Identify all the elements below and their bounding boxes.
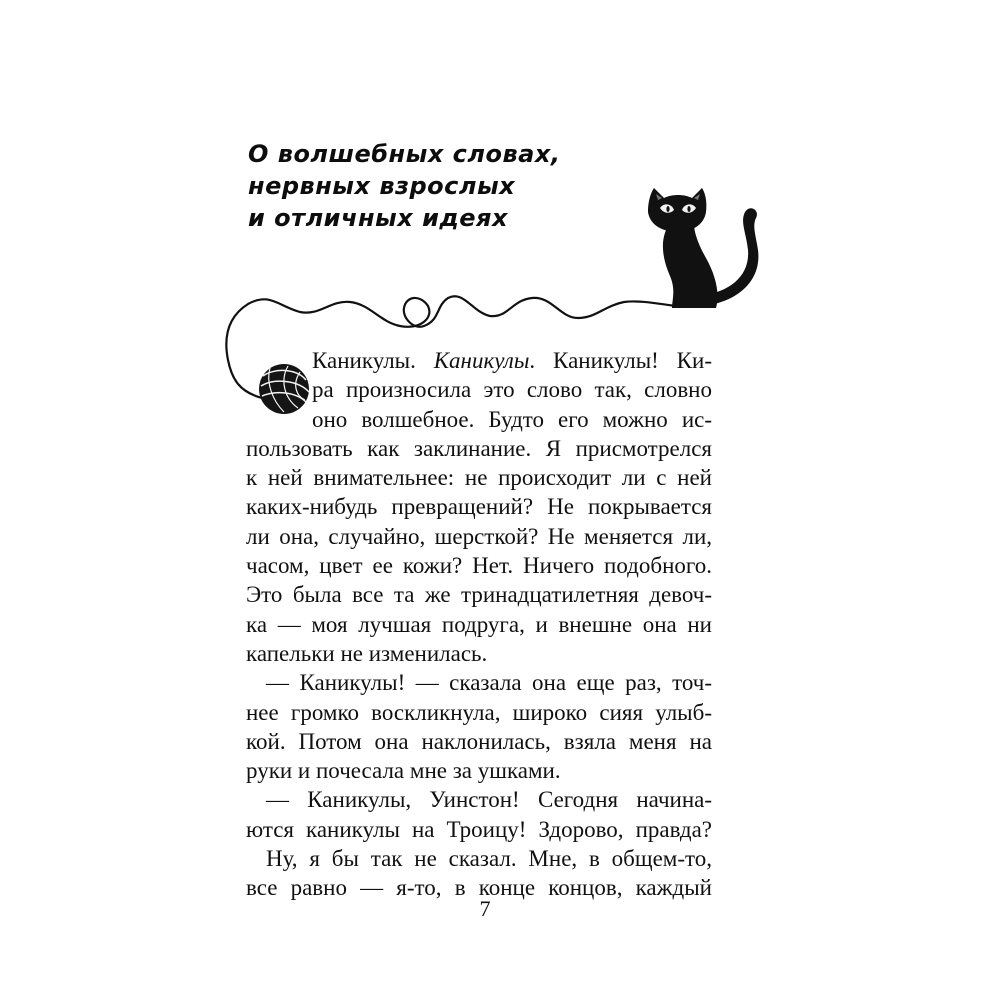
text-line: все равно — я-то, в конце концов, каждый bbox=[246, 875, 712, 901]
chapter-title bbox=[248, 138, 648, 234]
text-line: Это была все та же тринадцатилетняя девоч- bbox=[246, 582, 712, 608]
chapter-title-line: и отличных идеях bbox=[248, 204, 508, 232]
text-line: каких-нибудь превращений? Не покрывается bbox=[246, 494, 712, 520]
text-line: — Каникулы, Уинстон! Сегодня начина- bbox=[266, 787, 712, 813]
text-line: ются каникулы на Троицу! Здорово, правда? bbox=[246, 816, 712, 842]
text-line: ра произносила это слово так, словно bbox=[312, 377, 712, 403]
text-line: часом, цвет ее кожи? Нет. Ничего подобного. bbox=[246, 553, 712, 579]
text-line: Каникулы. Каникулы. Каникулы! Ки- bbox=[312, 348, 712, 373]
text-line: нее громко воскликнула, широко сияя улыб- bbox=[246, 699, 712, 725]
text-line: руки и почесала мне за ушками. bbox=[246, 758, 561, 784]
text-line: пользовать как заклинание. Я присмотрелся bbox=[246, 435, 712, 461]
page-number: 7 bbox=[479, 896, 491, 921]
text-line: ли она, случайно, шерсткой? Не меняется ли, bbox=[246, 523, 712, 549]
text-line: — Каникулы! — сказала она еще раз, точ- bbox=[266, 670, 712, 696]
chapter-title-line: О волшебных словах, bbox=[248, 140, 561, 168]
text-line: капельки не изменилась. bbox=[246, 640, 488, 666]
body-text bbox=[246, 346, 712, 903]
text-line: к ней внимательнее: не происходит ли с ней bbox=[246, 465, 712, 491]
text-line: кой. Потом она наклонилась, взяла меня на bbox=[246, 728, 712, 754]
text-line: ка — моя лучшая подруга, и внешне она ни bbox=[246, 611, 712, 637]
chapter-title-line: нервных взрослых bbox=[248, 172, 516, 200]
black-cat-icon bbox=[648, 188, 758, 308]
text-line: оно волшебное. Будто его можно ис- bbox=[312, 406, 712, 432]
text-line: Ну, я бы так не сказал. Мне, в общем-то, bbox=[266, 846, 712, 872]
